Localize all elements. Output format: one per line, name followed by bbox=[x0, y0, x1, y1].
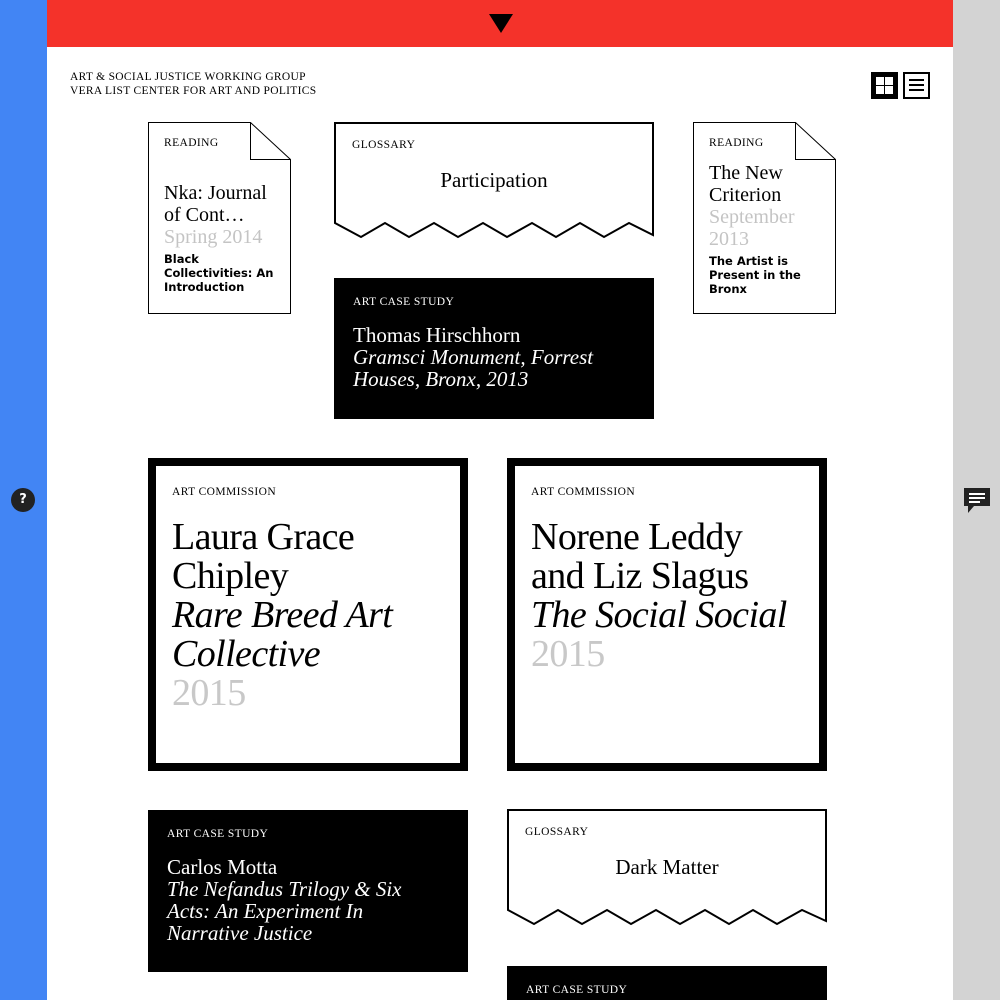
case-study-card[interactable] bbox=[148, 810, 468, 972]
reading-subtitle: The Artist is Present in the Bronx bbox=[709, 254, 801, 296]
card-label: ART COMMISSION bbox=[531, 486, 636, 498]
card-label: ART CASE STUDY bbox=[353, 296, 455, 308]
commission-year: 2015 bbox=[172, 672, 246, 714]
list-icon[interactable] bbox=[903, 72, 930, 99]
case-study-work: Gramsci Monument, Forrest Houses, Bronx, 2013 bbox=[353, 345, 594, 391]
commission-artist: Laura Grace Chipley bbox=[172, 516, 355, 597]
case-study-artist: Thomas Hirschhorn bbox=[353, 323, 521, 347]
commission-card[interactable] bbox=[148, 458, 468, 771]
card-label: GLOSSARY bbox=[525, 826, 589, 838]
card-label: ART COMMISSION bbox=[172, 486, 277, 498]
case-study-artist: Carlos Motta bbox=[167, 855, 278, 879]
glossary-term: Dark Matter bbox=[615, 855, 719, 879]
reading-card[interactable] bbox=[148, 122, 291, 314]
top-bar bbox=[47, 0, 953, 47]
header-line-2: VERA LIST CENTER FOR ART AND POLITICS bbox=[70, 85, 317, 97]
reading-date: September 2013 bbox=[709, 206, 795, 250]
glossary-card[interactable] bbox=[334, 122, 654, 240]
triangle-down-icon[interactable] bbox=[489, 14, 513, 33]
reading-title: Nka: Journal of Cont… bbox=[164, 182, 267, 226]
case-study-work: The Nefandus Trilogy & Six Acts: An Experiment In Narrative Justice bbox=[167, 877, 402, 945]
commission-work: Rare Breed Art Collective bbox=[172, 594, 393, 675]
commission-text bbox=[172, 518, 442, 713]
header-line-1: ART & SOCIAL JUSTICE WORKING GROUP bbox=[70, 71, 306, 83]
comment-icon[interactable] bbox=[963, 487, 991, 515]
reading-text bbox=[164, 182, 276, 294]
card-label: READING bbox=[709, 137, 764, 149]
card-label: GLOSSARY bbox=[352, 139, 416, 151]
case-study-card[interactable] bbox=[334, 278, 654, 419]
commission-card[interactable] bbox=[507, 458, 827, 771]
reading-text bbox=[709, 162, 821, 296]
glossary-term: Participation bbox=[440, 168, 548, 192]
site-header[interactable] bbox=[70, 70, 316, 98]
case-study-text bbox=[353, 324, 623, 390]
card-label: ART CASE STUDY bbox=[526, 984, 628, 996]
question-icon[interactable]: ? bbox=[11, 488, 35, 512]
reading-subtitle: Black Collectivities: An Introduction bbox=[164, 252, 274, 294]
case-study-text bbox=[167, 856, 437, 944]
card-label: ART CASE STUDY bbox=[167, 828, 269, 840]
commission-text bbox=[531, 518, 801, 674]
glossary-card[interactable] bbox=[507, 809, 827, 928]
reading-card[interactable] bbox=[693, 122, 836, 314]
commission-work: The Social Social bbox=[531, 594, 787, 636]
reading-title: The New Criterion bbox=[709, 162, 783, 206]
reading-date: Spring 2014 bbox=[164, 226, 263, 248]
case-study-card[interactable] bbox=[507, 966, 827, 1000]
grid-icon[interactable] bbox=[871, 72, 898, 99]
card-label: READING bbox=[164, 137, 219, 149]
commission-year: 2015 bbox=[531, 633, 605, 675]
commission-artist: Norene Leddy and Liz Slagus bbox=[531, 516, 749, 597]
